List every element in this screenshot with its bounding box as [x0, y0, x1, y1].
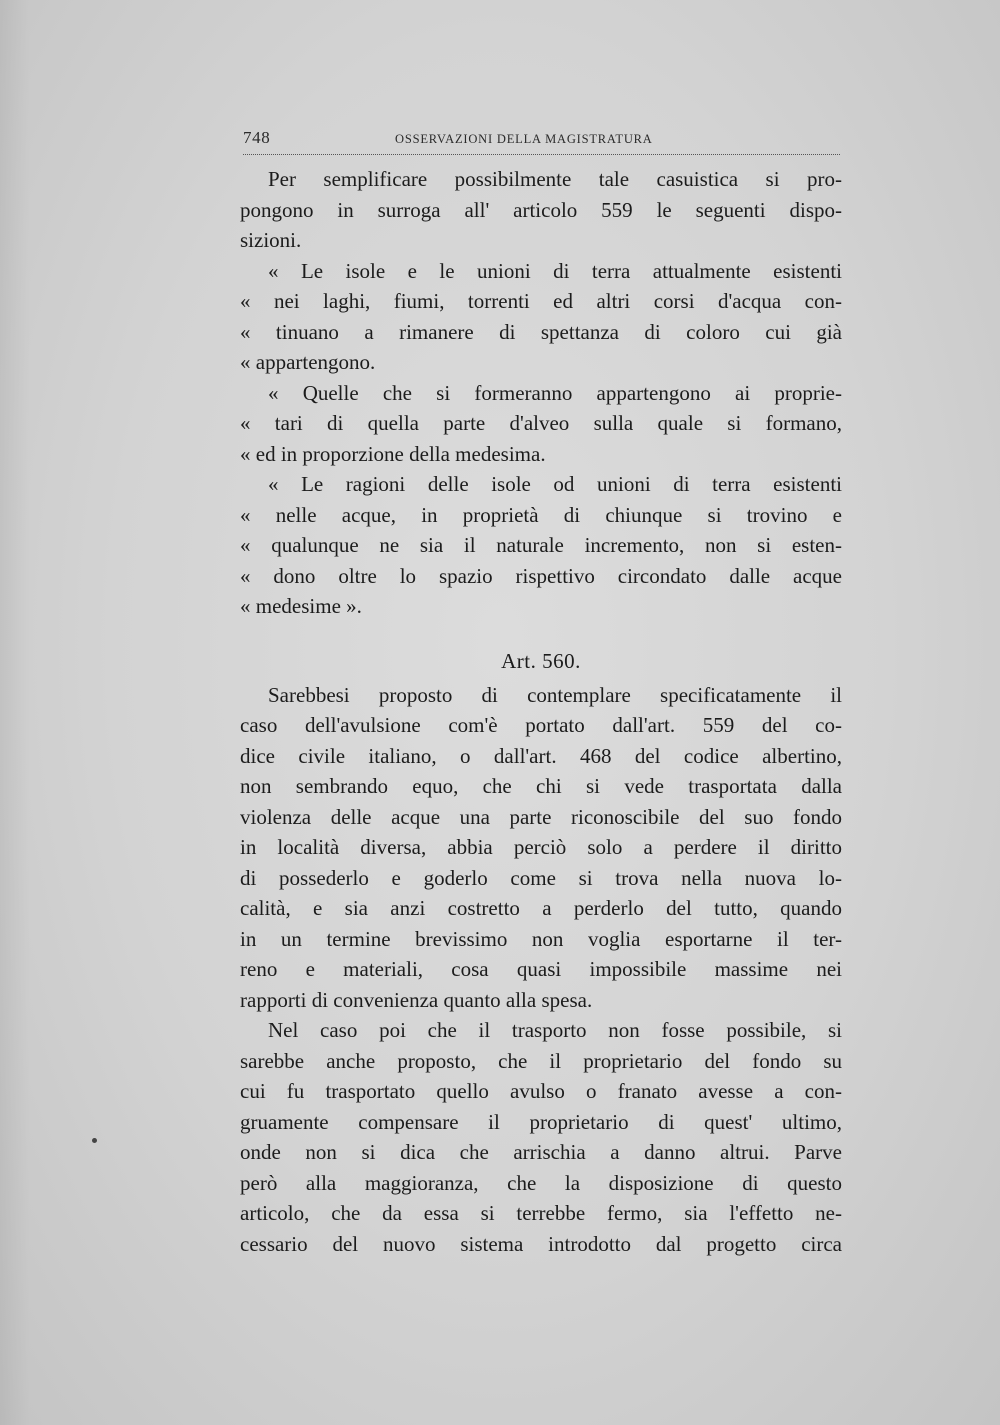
text-line: di possederlo e goderlo come si trova nella nuova lo- [240, 865, 842, 890]
article-paragraph [240, 680, 842, 1016]
text-line: violenza delle acque una parte riconoscibile del suo fondo [240, 804, 842, 829]
text-line: Sarebbesi proposto di contemplare specificatamente il [268, 682, 842, 707]
text-line: « dono oltre lo spazio rispettivo circondato dalle acque [240, 563, 842, 588]
text-line: sarebbe anche proposto, che il proprietario del fondo su [240, 1048, 842, 1073]
article-paragraph [240, 1015, 842, 1259]
text-line: dice civile italiano, o dall'art. 468 del codice albertino, [240, 743, 842, 768]
text-line: Per semplificare possibilmente tale casuistica si pro- [268, 167, 842, 191]
text-line: articolo, che da essa si terrebbe fermo, sia l'effetto ne- [240, 1201, 842, 1225]
text-line: « Le isole e le unioni di terra attualmente esistenti [268, 258, 842, 283]
page-header [243, 128, 840, 152]
article-heading: Art. 560. [501, 648, 581, 673]
text-line: « Le ragioni delle isole od unioni di terra esistenti [268, 472, 842, 496]
text-line: « qualunque ne sia il naturale incremento, non si esten- [240, 533, 842, 557]
text-line: « nelle acque, in proprietà di chiunque si trovino e [240, 502, 842, 527]
text-line: « tari di quella parte d'alveo sulla quale si formano, [240, 411, 842, 435]
text-line: sizioni. [240, 228, 302, 252]
paragraph [240, 164, 842, 256]
text-line: pongono in surroga all' articolo 559 le seguenti dispo- [240, 197, 842, 222]
text-line: caso dell'avulsione com'è portato dall'art. 559 del co- [240, 713, 842, 737]
text-line: « medesime ». [240, 594, 362, 618]
quoted-paragraph [240, 378, 842, 470]
text-line: però alla maggioranza, che la disposizione di questo [240, 1170, 842, 1195]
text-line: onde non si dica che arrischia a danno altrui. Parve [240, 1140, 842, 1164]
running-head: OSSERVAZIONI DELLA MAGISTRATURA [395, 132, 653, 146]
page-body [240, 164, 842, 1259]
text-line: calità, e sia anzi costretto a perderlo del tutto, quando [240, 896, 842, 920]
text-line: « ed in proporzione della medesima. [240, 441, 546, 466]
text-line: « appartengono. [240, 350, 376, 374]
quoted-paragraph [240, 469, 842, 622]
page-edge-shadow [0, 0, 30, 1425]
text-line: non sembrando equo, che chi si vede trasportata dalla [240, 774, 842, 798]
text-line: reno e materiali, cosa quasi impossibile massime nei [240, 957, 842, 981]
text-line: « nei laghi, fiumi, torrenti ed altri corsi d'acqua con- [240, 289, 842, 313]
text-line: in un termine brevissimo non voglia esportarne il ter- [240, 926, 842, 951]
text-line: Nel caso poi che il trasporto non fosse possibile, si [268, 1018, 842, 1042]
text-line: cessario del nuovo sistema introdotto dal progetto circa [240, 1231, 842, 1256]
text-line: « Quelle che si formeranno appartengono ai proprie- [268, 380, 842, 405]
page-number: 748 [243, 128, 271, 147]
text-line: rapporti di convenienza quanto alla spesa. [240, 987, 593, 1012]
quoted-paragraph [240, 256, 842, 378]
text-line: in località diversa, abbia perciò solo a perdere il diritto [240, 835, 842, 859]
header-rule [243, 154, 840, 155]
text-line: « tinuano a rimanere di spettanza di coloro cui già [240, 319, 842, 344]
ink-speck [92, 1138, 97, 1143]
text-line: gruamente compensare il proprietario di quest' ultimo, [240, 1109, 842, 1134]
text-line: cui fu trasportato quello avulso o franato avesse a con- [240, 1079, 842, 1103]
